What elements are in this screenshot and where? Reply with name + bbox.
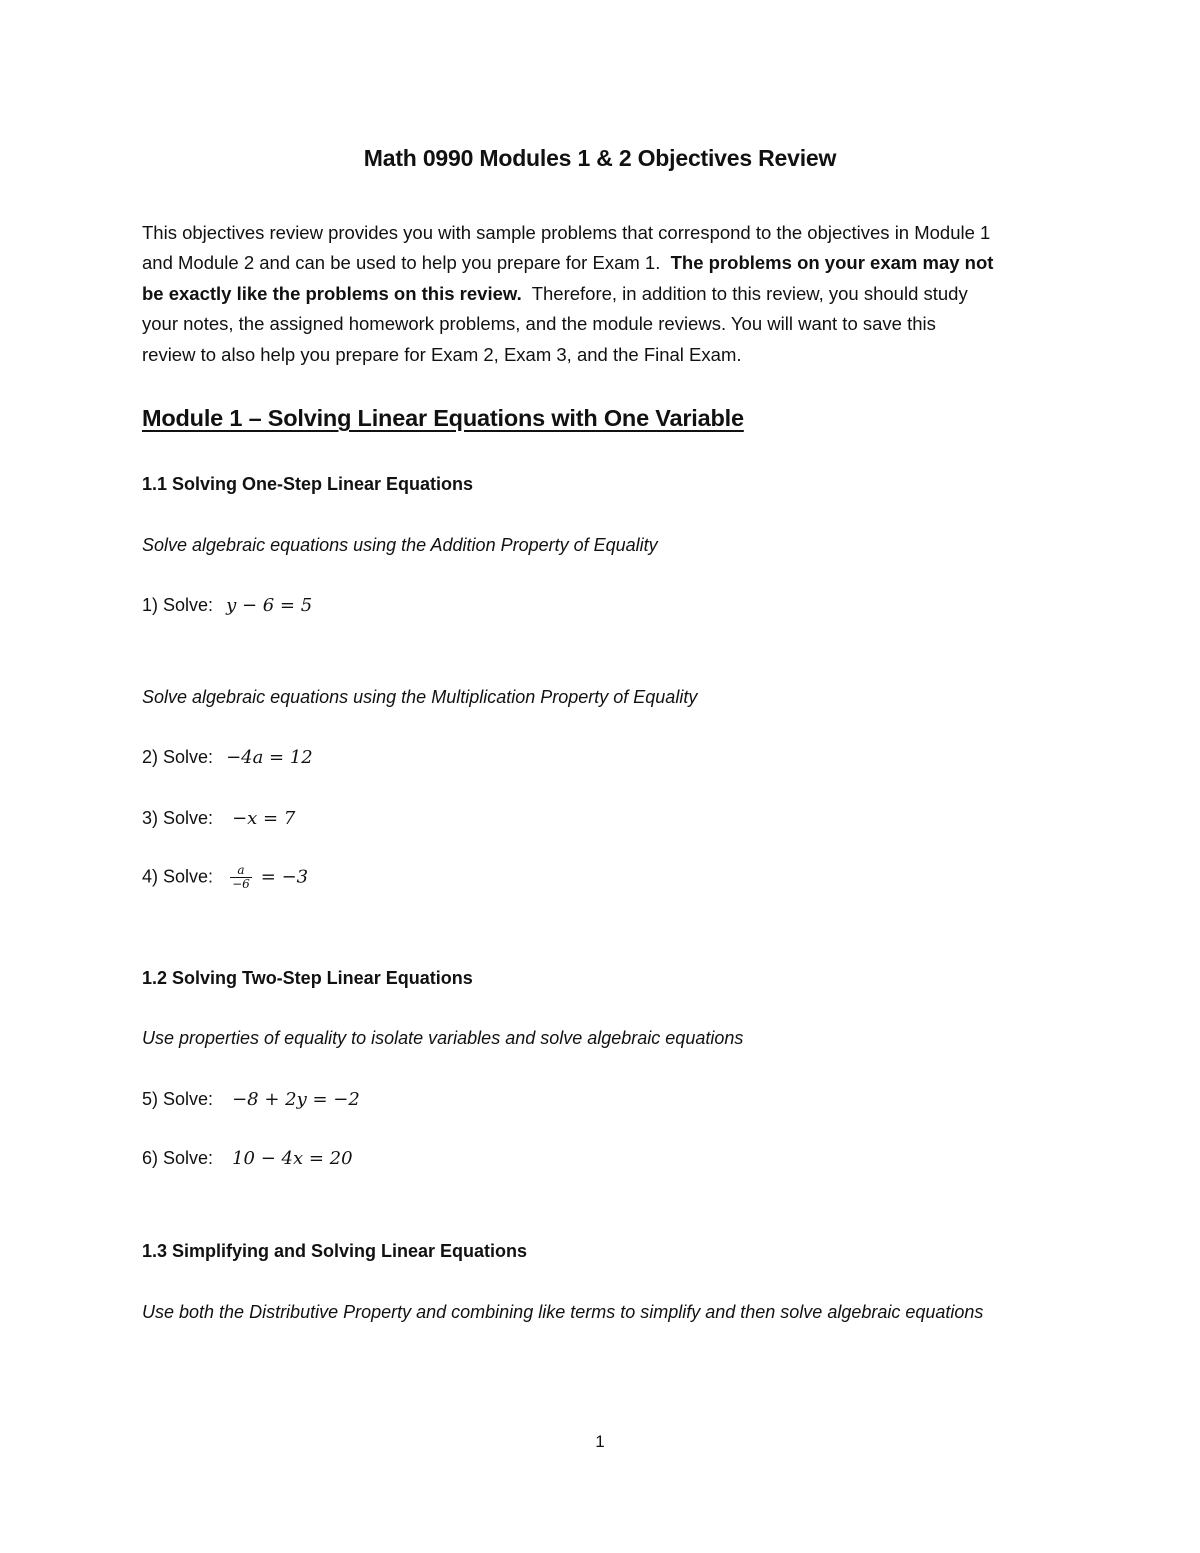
objective-addition-property: Solve algebraic equations using the Addition Property of Equality (142, 535, 658, 555)
problem-2 (142, 747, 313, 768)
problem-5-equation: −8 + 2y = −2 (232, 1089, 360, 1110)
problem-6-equation: 10 − 4x = 20 (232, 1148, 353, 1169)
problem-4-denominator: −6 (232, 877, 250, 891)
problem-4-equation: = −3 (260, 866, 309, 888)
intro-line-3-plain: Therefore, in addition to this review, you should study (531, 282, 968, 304)
objective-multiplication-property: Solve algebraic equations using the Multiplication Property of Equality (142, 687, 698, 707)
section-1-3-heading: 1.3 Simplifying and Solving Linear Equations (142, 1241, 528, 1261)
intro-line-1: This objectives review provides you with sample problems that correspond to the objectives in Module 1 (142, 222, 991, 243)
intro-line-5: review to also help you prepare for Exam 2, Exam 3, and the Final Exam. (142, 343, 742, 365)
objective-distributive-property: Use both the Distributive Property and combining like terms to simplify and then solve algebraic equations (142, 1302, 984, 1322)
problem-5 (142, 1089, 360, 1110)
problem-6 (142, 1148, 353, 1169)
intro-line-4: your notes, the assigned homework problems, and the module reviews. You will want to save this (142, 313, 936, 335)
problem-2-label: 2) Solve: (142, 747, 214, 767)
document-title: Math 0990 Modules 1 & 2 Objectives Review (363, 145, 837, 171)
intro-line-2-bold: The problems on your exam may not (670, 252, 994, 274)
problem-3-label: 3) Solve: (142, 808, 214, 828)
section-1-1-heading: 1.1 Solving One-Step Linear Equations (142, 474, 474, 494)
intro-paragraph (142, 218, 1072, 370)
intro-line-2-plain: and Module 2 and can be used to help you prepare for Exam 1. (142, 252, 661, 274)
problem-1 (142, 595, 312, 616)
problem-3-equation: −x = 7 (232, 808, 296, 829)
problem-1-label: 1) Solve: (142, 595, 214, 615)
module-1-heading: Module 1 – Solving Linear Equations with One Variable (142, 405, 744, 431)
problem-4 (142, 864, 308, 891)
problem-5-label: 5) Solve: (142, 1089, 214, 1109)
problem-3 (142, 808, 295, 829)
objective-isolate-variables: Use properties of equality to isolate variables and solve algebraic equations (142, 1028, 744, 1048)
problem-4-fraction (230, 864, 252, 891)
problem-1-equation: y − 6 = 5 (226, 595, 313, 616)
problem-4-numerator: a (230, 864, 252, 878)
section-1-2-heading: 1.2 Solving Two-Step Linear Equations (142, 968, 473, 988)
intro-line-3-bold: be exactly like the problems on this review. (142, 282, 522, 304)
problem-2-equation: −4a = 12 (226, 747, 313, 768)
problem-4-label: 4) Solve: (142, 866, 214, 887)
problem-6-label: 6) Solve: (142, 1148, 214, 1168)
page-number: 1 (595, 1432, 605, 1451)
